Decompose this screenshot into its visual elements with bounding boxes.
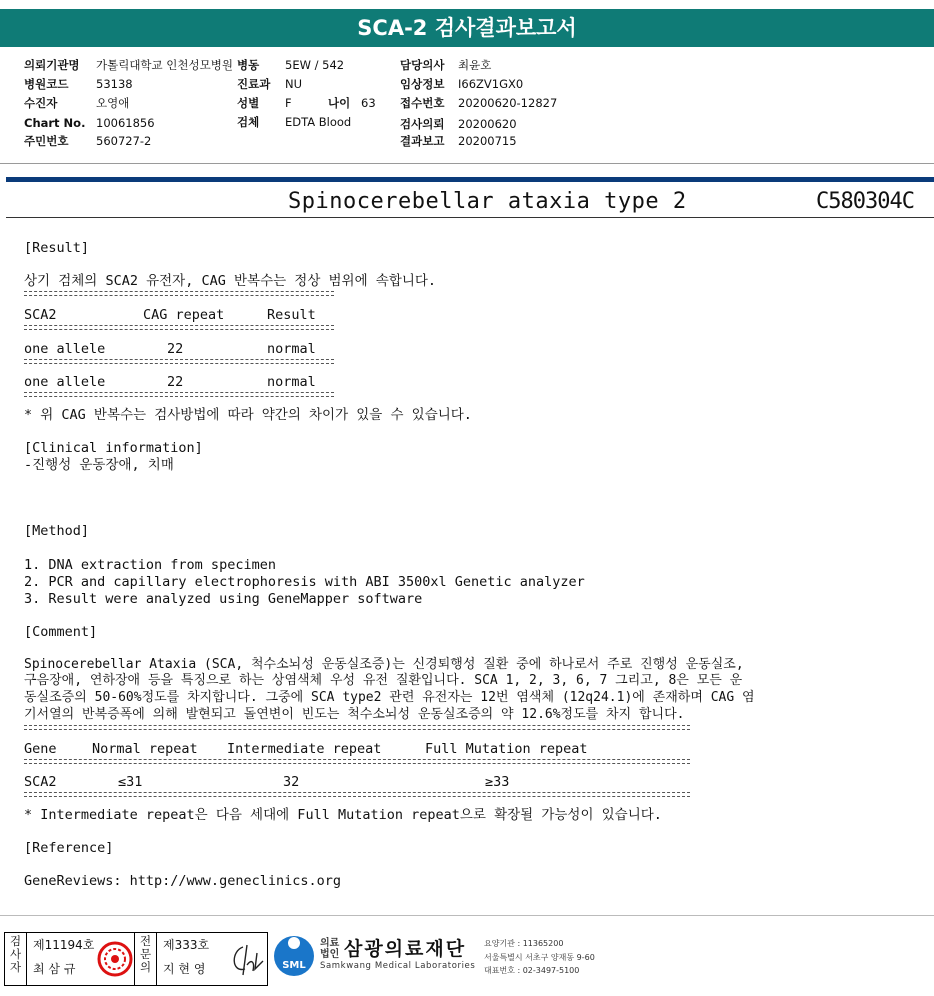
method-item: 1. DNA extraction from specimen	[24, 557, 276, 573]
header-item: 병원코드 53138	[24, 77, 133, 91]
signer1-label: 검사자	[5, 933, 27, 985]
signer2-license: 제333호	[163, 938, 210, 952]
table-divider	[24, 359, 334, 364]
sml-logo-icon	[272, 932, 316, 978]
test-code: C580304C	[816, 189, 914, 214]
org-badge: 의료법인	[320, 938, 340, 960]
header-item: 검체 EDTA Blood	[237, 115, 352, 129]
repeat-col-intermediate: Intermediate repeat	[227, 741, 382, 757]
signature-icon	[225, 939, 265, 979]
header-item: 진료과 NU	[237, 77, 303, 91]
org-en-name: Samkwang Medical Laboratories	[320, 961, 476, 971]
table-divider	[24, 759, 690, 764]
reference-heading: [Reference]	[24, 840, 114, 856]
header-item: 임상정보 I66ZV1GX0	[400, 77, 524, 91]
result-heading: [Result]	[24, 240, 90, 256]
table-divider	[24, 792, 690, 797]
header-item: 수진자 오영애	[24, 96, 130, 110]
seal-stamp-icon	[97, 941, 133, 977]
method-heading: [Method]	[24, 523, 90, 539]
repeat-col-gene: Gene	[24, 741, 57, 757]
result-col-result: Result	[267, 307, 316, 323]
header-item: 주민번호 560727-2	[24, 134, 152, 148]
signer2-label: 전문의	[135, 933, 157, 985]
reference-text: GeneReviews: http://www.geneclinics.org	[24, 873, 341, 889]
comment-line: 기서열의 반복증폭에 의해 발현되고 돌연변이 빈도는 척수소뇌성 운동실조증의 약 12.6%정도를 차지 합니다.	[24, 707, 685, 722]
divider	[6, 217, 934, 218]
signer2-name: 지 현 영	[163, 962, 206, 976]
header-item: Chart No. 10061856	[24, 116, 155, 130]
clinical-heading: [Clinical information]	[24, 440, 203, 456]
method-item: 2. PCR and capillary electrophoresis with ABI 3500xl Genetic analyzer	[24, 574, 585, 590]
table-cell: ≤31	[118, 774, 143, 790]
comment-heading: [Comment]	[24, 624, 98, 640]
org-code: 요양기관 : 11365200	[484, 939, 564, 948]
divider	[6, 177, 934, 182]
table-cell: ≥33	[485, 774, 510, 790]
table-cell: normal	[267, 341, 316, 357]
table-cell: normal	[267, 374, 316, 390]
comment-note: * Intermediate repeat은 다음 세대에 Full Mutation repeat으로 확장될 가능성이 있습니다.	[24, 807, 662, 823]
table-divider	[24, 725, 690, 730]
table-cell: 22	[167, 374, 184, 390]
comment-line: Spinocerebellar Ataxia (SCA, 척수소뇌성 운동실조증)는 신경퇴행성 질환 중에 하나로서 주로 진행성 운동실조,	[24, 657, 744, 672]
table-divider	[24, 325, 334, 330]
table-row: one allele	[24, 341, 106, 357]
header-item: 병동 5EW / 542	[237, 58, 345, 72]
org-phone: 대표번호 : 02-3497-5100	[484, 966, 580, 975]
result-col-repeat: CAG repeat	[143, 307, 225, 323]
table-cell: 32	[283, 774, 300, 790]
method-item: 3. Result were analyzed using GeneMapper software	[24, 591, 423, 607]
result-summary: 상기 검체의 SCA2 유전자, CAG 반복수는 정상 범위에 속합니다.	[24, 273, 437, 289]
signer1-name: 최 삼 규	[33, 962, 76, 976]
result-note: * 위 CAG 반복수는 검사방법에 따라 약간의 차이가 있을 수 있습니다.	[24, 407, 472, 423]
signer2-cell	[157, 933, 267, 985]
header-item: 담당의사 최윤호	[400, 58, 492, 72]
signer1-cell	[27, 933, 135, 985]
signer1-license: 제11194호	[33, 938, 95, 952]
result-col-gene: SCA2	[24, 307, 57, 323]
repeat-col-full: Full Mutation repeat	[425, 741, 588, 757]
table-divider	[24, 392, 334, 397]
header-item-age: 나이 63	[328, 96, 376, 110]
signature-box	[4, 932, 268, 986]
table-cell: 22	[167, 341, 184, 357]
report-title: SCA-2 검사결과보고서	[0, 9, 934, 47]
org-address: 서울특별시 서초구 양재동 9-60	[484, 953, 595, 962]
repeat-col-normal: Normal repeat	[92, 741, 198, 757]
header-item: 의뢰기관명 가톨릭대학교 인천성모병원	[24, 58, 233, 72]
header-item: 검사의뢰 20200620	[400, 117, 517, 131]
header-item: 결과보고 20200715	[400, 134, 517, 148]
comment-line: 구음장애, 연하장애 등을 특징으로 하는 상염색체 우성 유전 질환입니다. SCA 1, 2, 3, 6, 7 그리고, 8은 모든 운	[24, 673, 743, 688]
table-row: one allele	[24, 374, 106, 390]
test-title: Spinocerebellar ataxia type 2	[288, 189, 687, 214]
header-item: 접수번호 20200620-12827	[400, 96, 558, 110]
comment-line: 동실조증의 50-60%정도를 차지합니다. 그중에 SCA type2 관련 유전자는 12번 염색체 (12q24.1)에 존재하며 CAG 염	[24, 690, 755, 705]
table-divider	[24, 291, 334, 296]
table-row: SCA2	[24, 774, 57, 790]
divider	[0, 163, 934, 164]
org-name: 삼광의료재단	[344, 938, 467, 960]
clinical-text: -진행성 운동장애, 치매	[24, 457, 174, 473]
header-item: 성별 F	[237, 96, 292, 110]
sml-logo-text: SML	[282, 960, 306, 971]
